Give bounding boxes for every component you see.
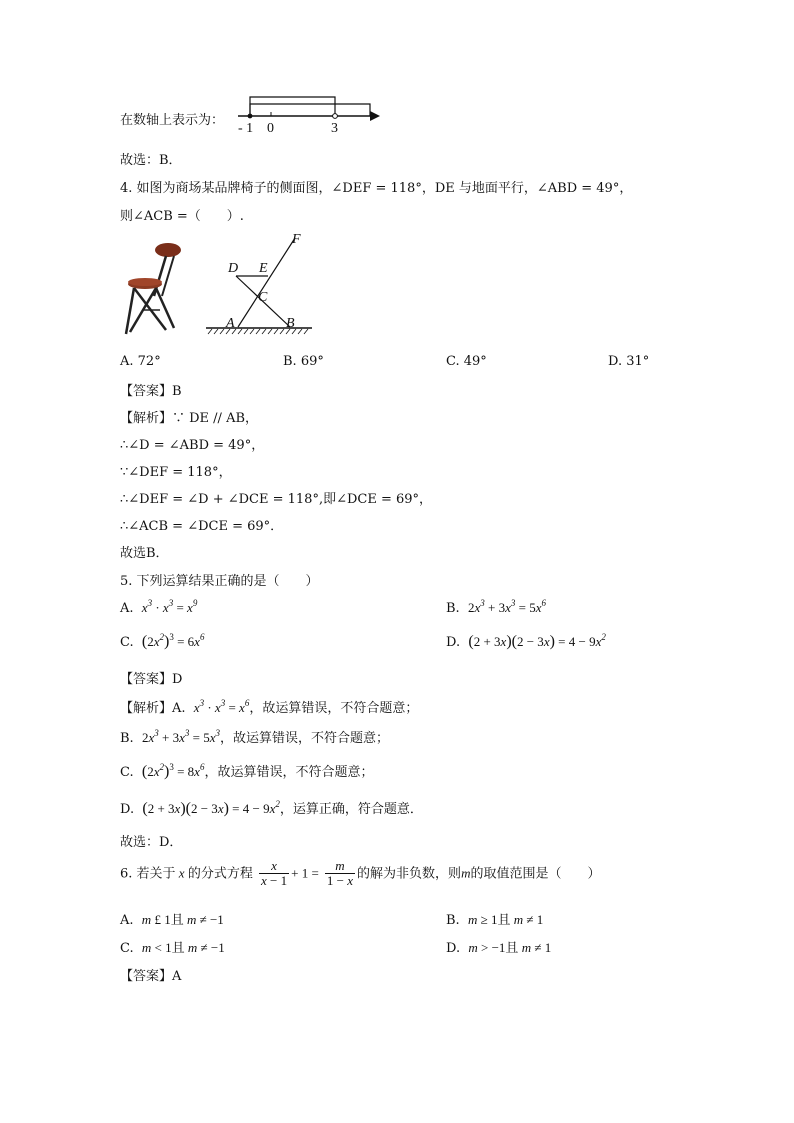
figure-label-c: C	[258, 290, 268, 305]
q4-analysis-2: ∴∠D = ∠ABD = 49°，	[120, 438, 265, 453]
q4-option-b: B. 69°	[283, 354, 324, 369]
q5-stem: 5. 下列运算结果正确的是（ ）	[120, 574, 319, 589]
figure-label-f: F	[292, 232, 301, 247]
q6-option-a: A. m £ 1且 m ≠ −1	[120, 912, 224, 928]
q4-option-c: C. 49°	[446, 354, 487, 369]
q5-analysis-d: D. $(2 + 3x)(2 - 3x) = 4 - 9x^2$，运算正确，符合题意．	[120, 799, 423, 817]
q4-stem-line1: 4. 如图为商场某品牌椅子的侧面图，∠DEF = 118°，DE 与地面平行，∠ABD = 49°，	[120, 181, 633, 196]
q5-answer: 【答案】D	[120, 672, 183, 687]
q5-analysis-a: 【解析】A. $x^3 \cdot x^3 = x^6$，故运算错误，不符合题意；	[120, 698, 419, 716]
numberline-prefix: 在数轴上表示为：	[120, 113, 225, 128]
q5-option-c: C. $(2x^2)^3 = 6x^6$	[120, 632, 205, 650]
figure-label-b: B	[286, 316, 295, 331]
q4-answer: 【答案】B	[120, 384, 182, 399]
q4-analysis-5: ∴∠ACB = ∠DCE = 69°．	[120, 519, 284, 534]
q6-option-c: C. m < 1且 m ≠ −1	[120, 940, 225, 956]
q4-analysis-3: ∵∠DEF = 118°，	[120, 465, 232, 480]
q3-choose: 故选：B．	[120, 153, 182, 168]
q4-analysis-1: 【解析】∵ DE // AB，	[120, 411, 259, 426]
q5-option-d: D. $(2 + 3x)(2 - 3x) = 4 - 9x^2$	[446, 632, 606, 650]
numberline-label-neg1: - 1	[238, 121, 254, 134]
q4-choose: 故选B．	[120, 546, 169, 561]
q5-analysis-c: C. $(2x^2)^3 = 8x^6$，故运算错误，不符合题意；	[120, 762, 374, 780]
q6-answer: 【答案】A	[120, 969, 182, 984]
chair-image	[120, 240, 190, 340]
geometry-figure	[200, 228, 320, 338]
q4-stem-line2: 则∠ACB =（ ）.	[120, 209, 244, 224]
q6-option-b: B. m ≥ 1且 m ≠ 1	[446, 912, 544, 928]
figure-label-e: E	[259, 261, 268, 276]
q4-option-a: A. 72°	[120, 354, 161, 369]
numberline-label-0: 0	[267, 121, 274, 134]
q5-option-a: A. $x^3 \cdot x^3 = x^9$	[120, 598, 198, 616]
q5-choose: 故选：D．	[120, 835, 183, 850]
q5-analysis-b: B. $2x^3 + 3x^3 = 5x^3$，故运算错误，不符合题意；	[120, 728, 389, 746]
q6-option-d: D. m > −1且 m ≠ 1	[446, 940, 552, 956]
q4-analysis-4: ∴∠DEF = ∠D + ∠DCE = 118°,即∠DCE = 69°，	[120, 492, 433, 507]
q4-option-d: D. 31°	[608, 354, 650, 369]
q5-option-b: B. $2x^3 + 3x^3 = 5x^6$	[446, 598, 546, 616]
number-line-figure	[234, 94, 394, 134]
figure-label-d: D	[228, 261, 239, 276]
q6-stem: 6. 若关于 x 的分式方程 $\frac{x}{x - 1}$ + 1 = $\frac{m}{1 - x}$ 的解为非负数，则m的取值范围是（ ）	[120, 858, 601, 888]
numberline-label-3: 3	[331, 121, 338, 134]
figure-label-a: A	[226, 316, 235, 331]
